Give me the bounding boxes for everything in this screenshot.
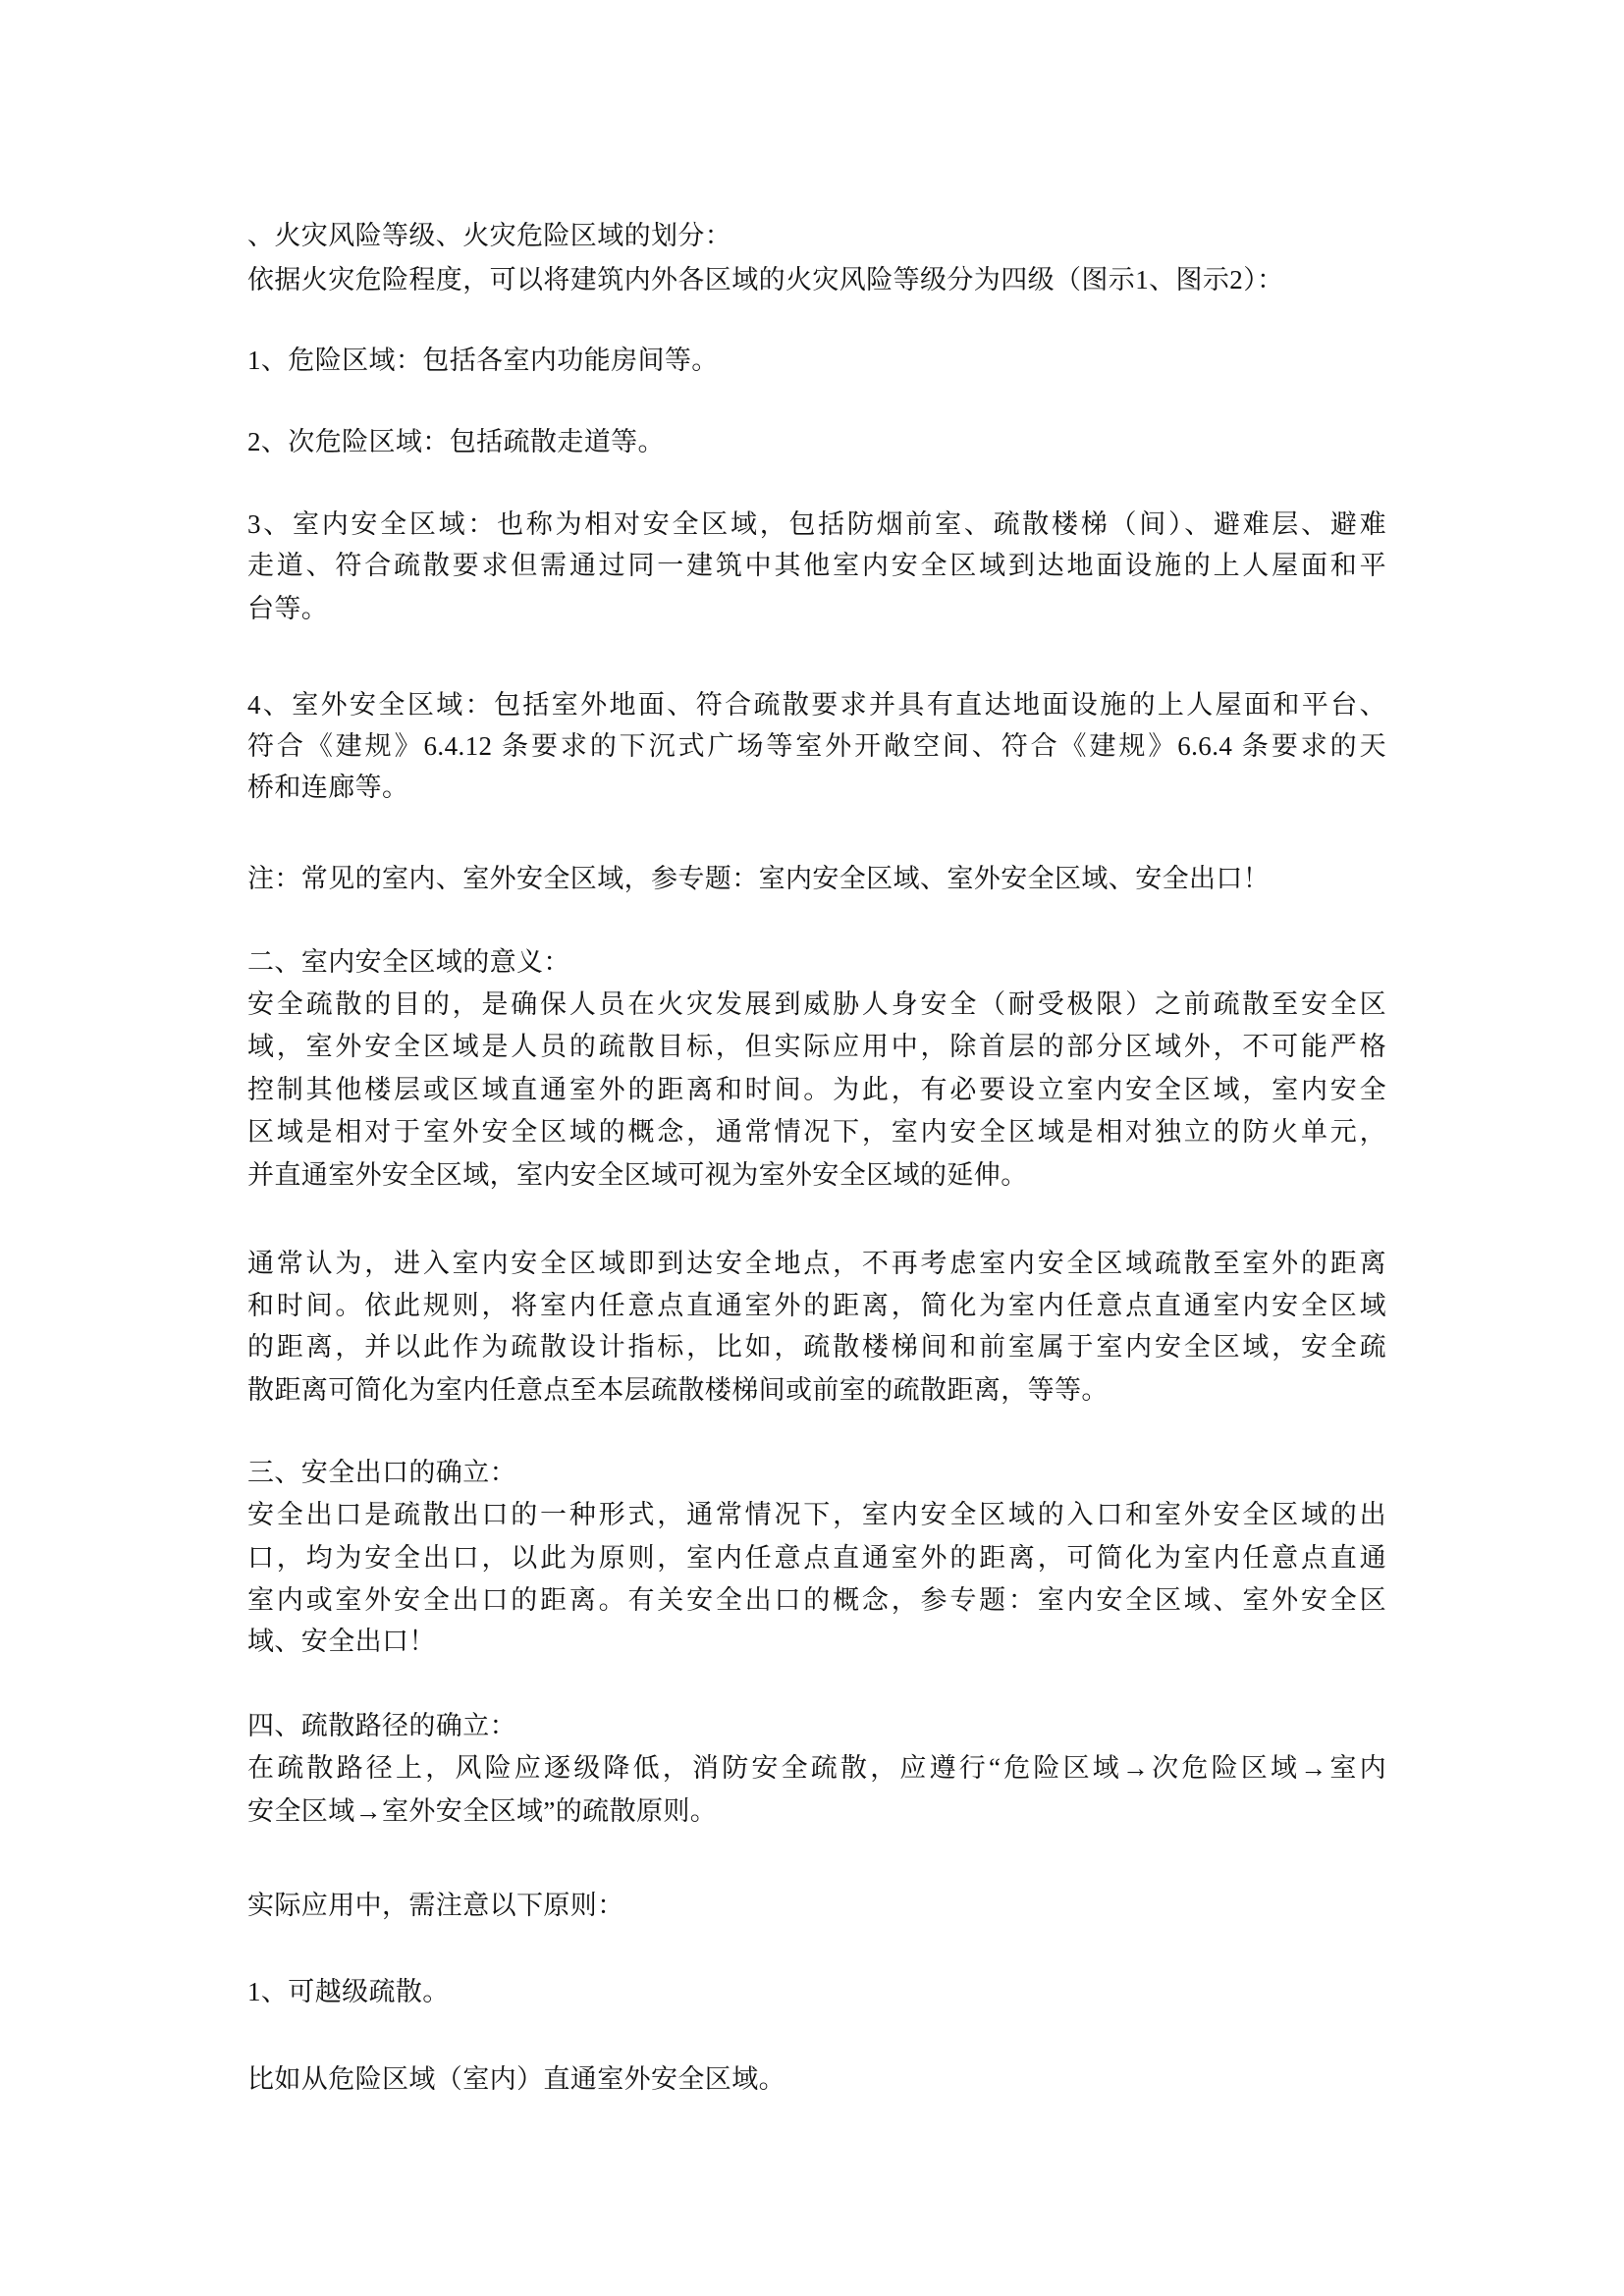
list-item-outdoor-safe-zone-line-3: 桥和连廊等。 [247, 773, 409, 802]
note-paragraph: 注：常见的室内、室外安全区域，参专题：室内安全区域、室外安全区域、安全出口！ [247, 864, 1271, 893]
paragraph-safety-exit-line-4: 域、安全出口！ [247, 1627, 436, 1656]
paragraph-evacuation-purpose-line-3: 控制其他楼层或区域直通室外的距离和时间。为此，有必要设立室内安全区域，室内安全 [247, 1075, 1386, 1104]
section-heading-evacuation-route: 四、疏散路径的确立： [247, 1711, 516, 1740]
paragraph-safety-exit-line-2: 口，均为安全出口，以此为原则，室内任意点直通室外的距离，可简化为室内任意点直通 [247, 1543, 1386, 1573]
list-item-outdoor-safe-zone-line-2: 符合《建规》6.4.12 条要求的下沉式广场等室外开敞空间、符合《建规》6.6.4 条要求的天 [247, 731, 1386, 761]
paragraph-safe-point-line-3: 的距离，并以此作为疏散设计指标，比如，疏散楼梯间和前室属于室内安全区域，安全疏 [247, 1332, 1386, 1362]
paragraph-safety-exit-line-1: 安全出口是疏散出口的一种形式，通常情况下，室内安全区域的入口和室外安全区域的出 [247, 1500, 1386, 1529]
list-item-skip-level-evacuation: 1、可越级疏散。 [247, 1977, 450, 2006]
list-item-indoor-safe-zone-line-2: 走道、符合疏散要求但需通过同一建筑中其他室内安全区域到达地面设施的上人屋面和平 [247, 551, 1386, 580]
paragraph-intro: 依据火灾危险程度，可以将建筑内外各区域的火灾风险等级分为四级（图示1、图示2）： [247, 265, 1284, 294]
paragraph-evacuation-route-line-1: 在疏散路径上，风险应逐级降低，消防安全疏散，应遵行“危险区域→次危险区域→室内 [247, 1753, 1386, 1783]
paragraph-evacuation-purpose-line-5: 并直通室外安全区域，室内安全区域可视为室外安全区域的延伸。 [247, 1160, 1028, 1190]
list-item-indoor-safe-zone-line-1: 3、室内安全区域：也称为相对安全区域，包括防烟前室、疏散楼梯（间）、避难层、避难 [247, 509, 1386, 539]
paragraph-safe-point-line-2: 和时间。依此规则，将室内任意点直通室外的距离，简化为室内任意点直通室内安全区域 [247, 1291, 1386, 1320]
section-heading-indoor-safe-zone-meaning: 二、室内安全区域的意义： [247, 947, 570, 977]
paragraph-evacuation-purpose-line-4: 区域是相对于室外安全区域的概念，通常情况下，室内安全区域是相对独立的防火单元， [247, 1117, 1386, 1147]
list-item-sub-danger-zone: 2、次危险区域：包括疏散走道等。 [247, 427, 665, 456]
section-heading-fire-risk: 、火灾风险等级、火灾危险区域的划分： [247, 221, 732, 250]
paragraph-safe-point-line-4: 散距离可简化为室内任意点至本层疏散楼梯间或前室的疏散距离，等等。 [247, 1375, 1109, 1405]
paragraph-evacuation-route-line-2: 安全区域→室外安全区域”的疏散原则。 [247, 1796, 718, 1826]
paragraph-example: 比如从危险区域（室内）直通室外安全区域。 [247, 2064, 785, 2094]
list-item-indoor-safe-zone-line-3: 台等。 [247, 594, 329, 623]
paragraph-safety-exit-line-3: 室内或室外安全出口的距离。有关安全出口的概念，参专题：室内安全区域、室外安全区 [247, 1585, 1386, 1615]
paragraph-evacuation-purpose-line-2: 域，室外安全区域是人员的疏散目标，但实际应用中，除首层的部分区域外，不可能严格 [247, 1032, 1386, 1061]
paragraph-safe-point-line-1: 通常认为，进入室内安全区域即到达安全地点，不再考虑室内安全区域疏散至室外的距离 [247, 1249, 1386, 1278]
paragraph-principles-intro: 实际应用中，需注意以下原则： [247, 1891, 624, 1920]
list-item-danger-zone: 1、危险区域：包括各室内功能房间等。 [247, 346, 719, 375]
list-item-outdoor-safe-zone-line-1: 4、室外安全区域：包括室外地面、符合疏散要求并具有直达地面设施的上人屋面和平台、 [247, 690, 1386, 720]
section-heading-safety-exit: 三、安全出口的确立： [247, 1458, 516, 1487]
paragraph-evacuation-purpose-line-1: 安全疏散的目的，是确保人员在火灾发展到威胁人身安全（耐受极限）之前疏散至安全区 [247, 989, 1386, 1019]
